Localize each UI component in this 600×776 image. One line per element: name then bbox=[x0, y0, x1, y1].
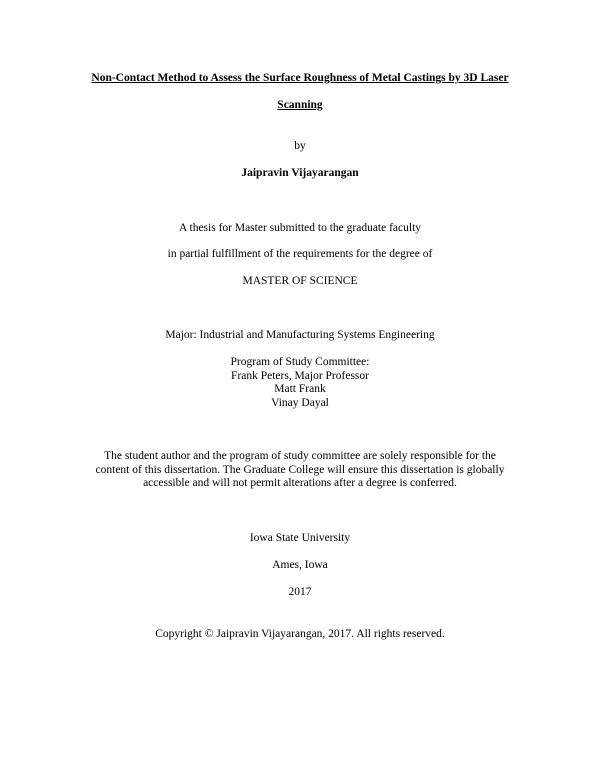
by-label: by bbox=[294, 140, 306, 152]
university-location: Ames, Iowa bbox=[272, 559, 328, 571]
responsibility-statement-line-3: accessible and will not permit alterations after a degree is conferred. bbox=[143, 477, 457, 489]
thesis-statement-line-1: A thesis for Master submitted to the graduate faculty bbox=[178, 222, 422, 234]
responsibility-statement-line-2: content of this dissertation. The Graduate College will ensure this dissertation is globally bbox=[95, 464, 505, 476]
author-name: Jaipravin Vijayarangan bbox=[241, 167, 359, 179]
copyright-notice: Copyright © Jaipravin Vijayarangan, 2017. All rights reserved. bbox=[155, 628, 445, 640]
committee-member: Frank Peters, Major Professor bbox=[231, 370, 369, 382]
year: 2017 bbox=[288, 586, 312, 598]
committee-heading: Program of Study Committee: bbox=[230, 356, 370, 368]
committee-member: Matt Frank bbox=[274, 383, 326, 395]
thesis-title-line-1: Non-Contact Method to Assess the Surface Roughness of Metal Castings by 3D Laser bbox=[91, 72, 509, 84]
degree-name: MASTER OF SCIENCE bbox=[242, 275, 358, 287]
thesis-statement-line-2: in partial fulfillment of the requirements for the degree of bbox=[167, 248, 433, 260]
thesis-title-line-2: Scanning bbox=[277, 99, 323, 111]
committee-member: Vinay Dayal bbox=[271, 397, 329, 409]
major: Major: Industrial and Manufacturing Systems Engineering bbox=[165, 329, 435, 341]
university-name: Iowa State University bbox=[249, 532, 351, 544]
responsibility-statement-line-1: The student author and the program of study committee are solely responsible for the bbox=[104, 450, 496, 462]
